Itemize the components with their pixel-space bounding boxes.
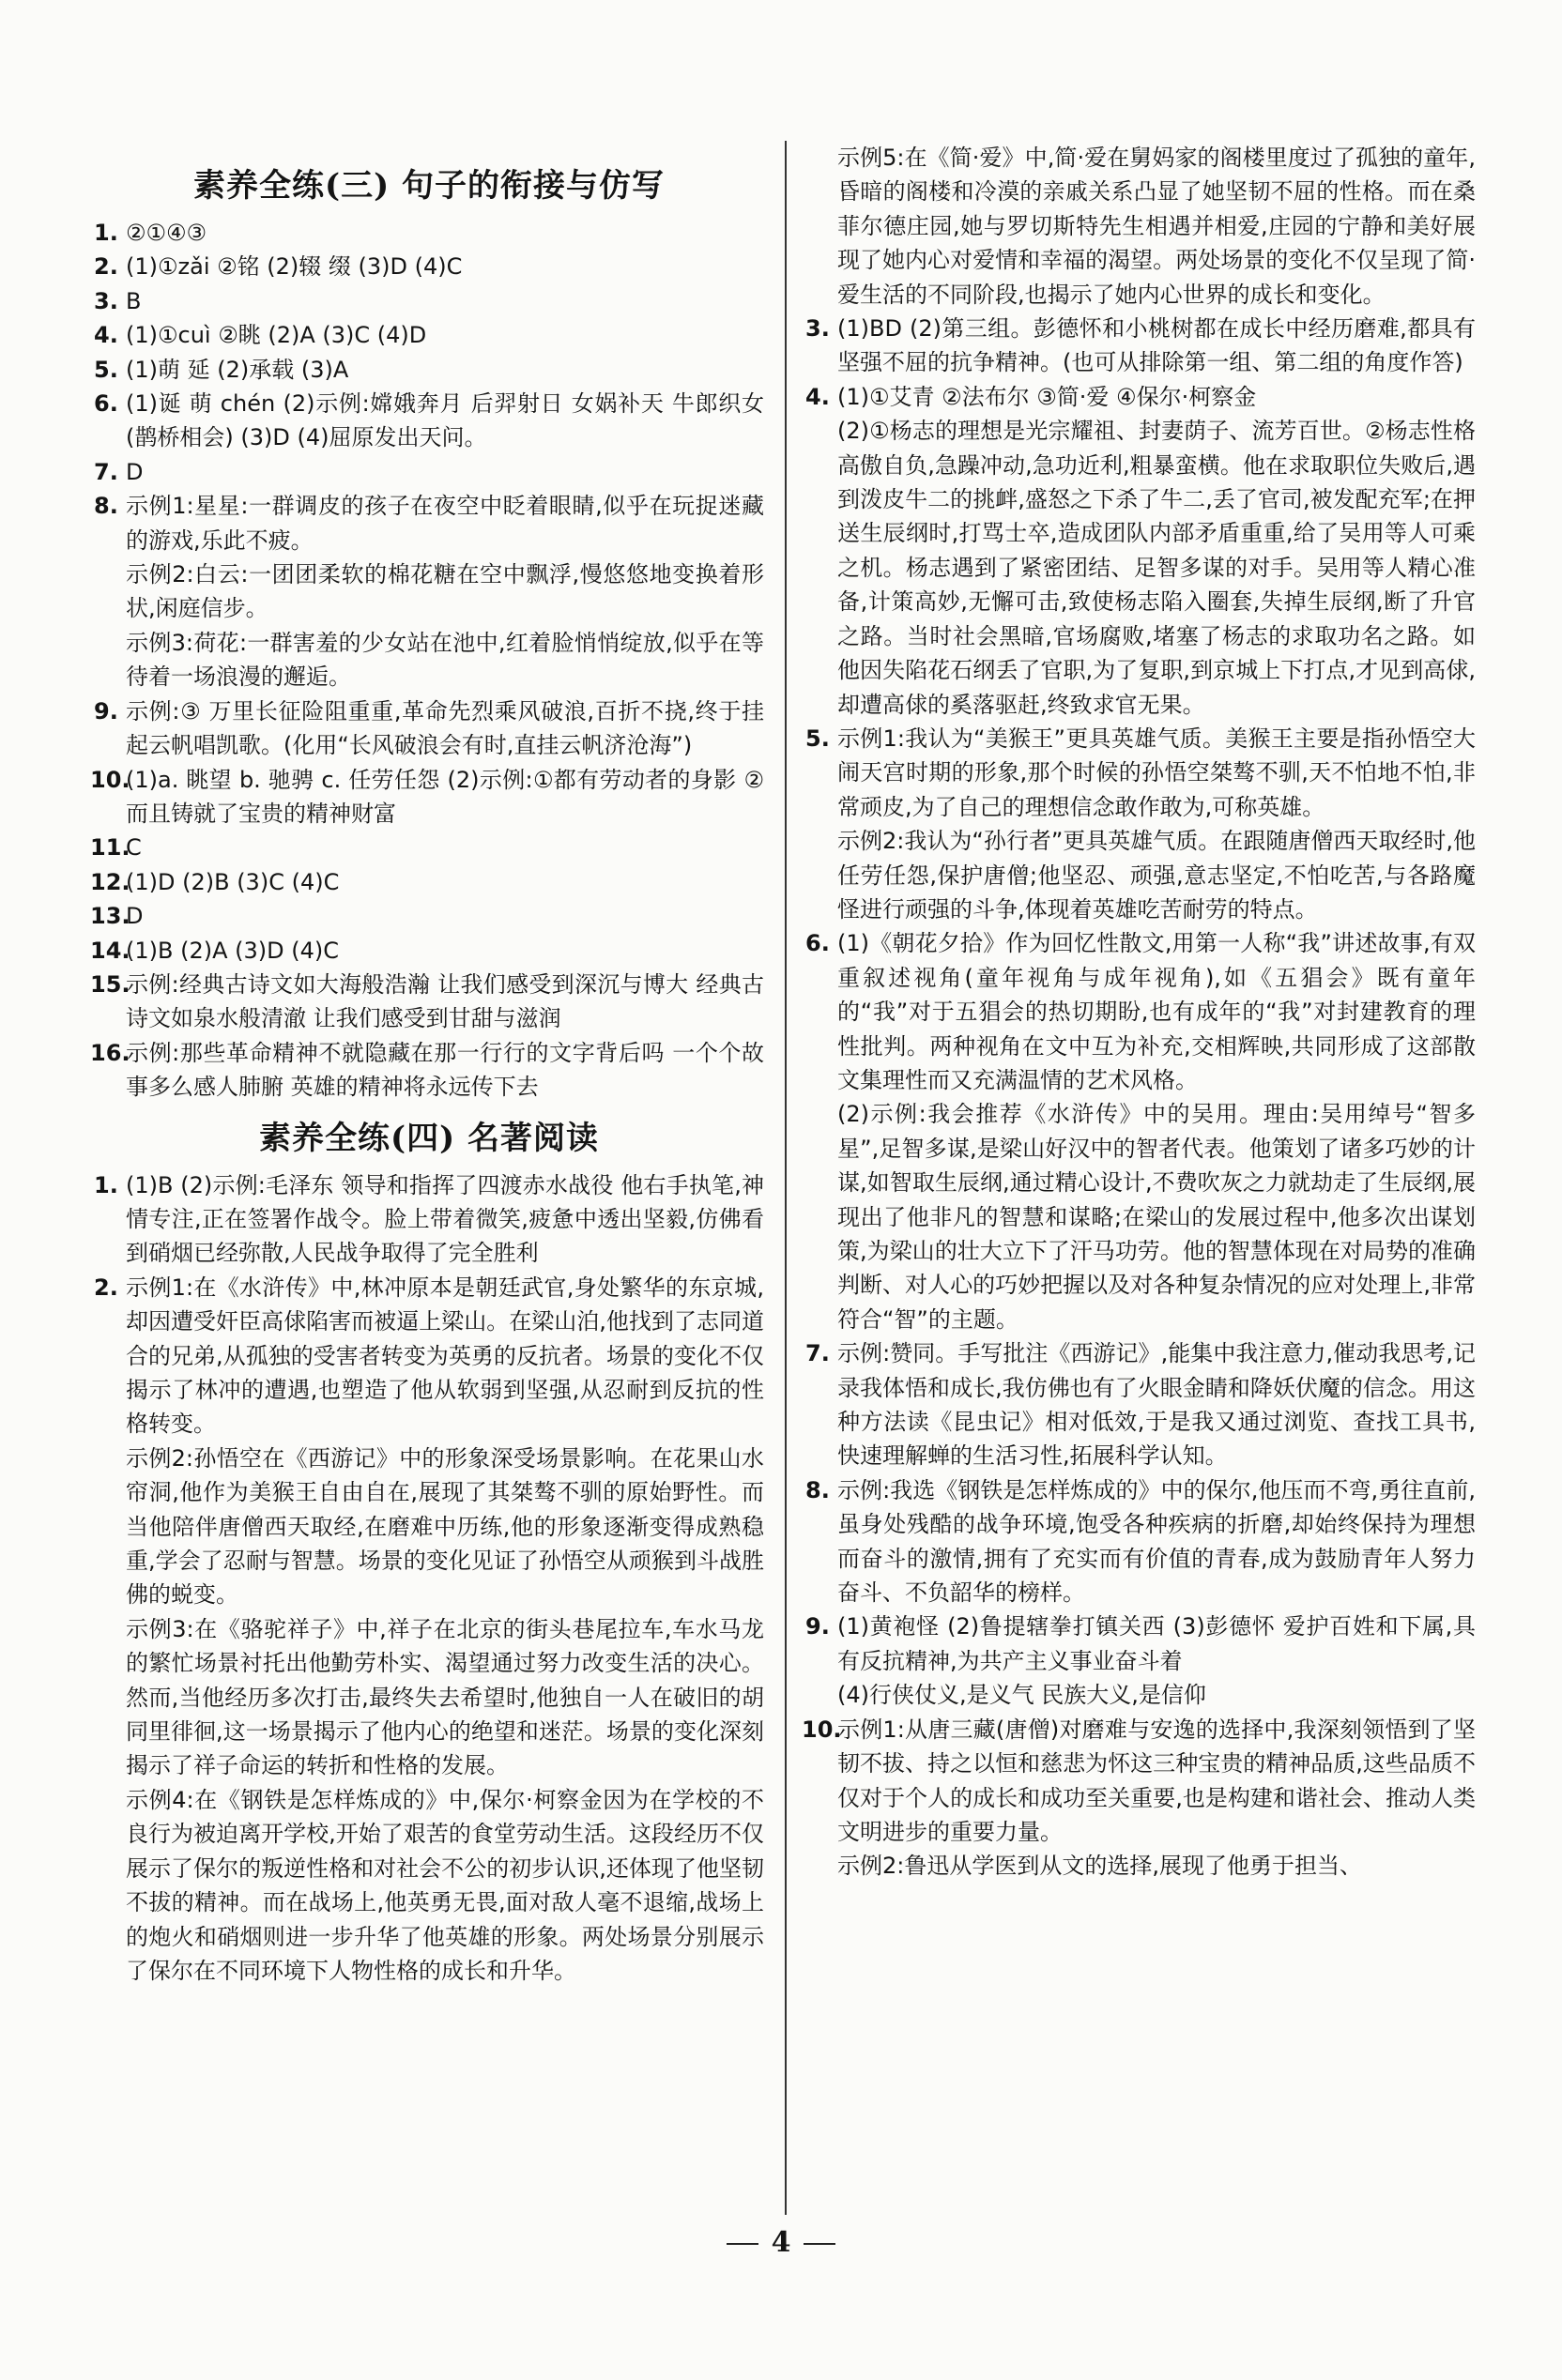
answer-text: ②①④③ — [126, 220, 207, 246]
answer-item — [94, 489, 764, 694]
section-title-4: 素养全练(四) 名著阅读 — [258, 1119, 599, 1157]
answer-item — [805, 312, 1476, 380]
answer-number: 8. — [805, 1476, 830, 1503]
answer-text: (4)行侠仗义,是义气 民族大义,是信仰 — [837, 1682, 1206, 1709]
answer-number: 10. — [802, 1716, 842, 1743]
answer-item — [90, 968, 764, 1036]
answer-number: 5. — [94, 356, 118, 383]
answer-number: 4. — [94, 322, 118, 349]
answer-number: 6. — [805, 930, 830, 957]
answer-number: 7. — [805, 1340, 830, 1367]
answer-item — [94, 318, 764, 352]
answer-text: (1)B (2)示例:毛泽东 领导和指挥了四渡赤水战役 他右手执笔,神情专注,正在签署作战令。脸上带着微笑,疲惫中透出坚毅,仿佛看到硝烟已经弥散,人民战争取得了完全胜利 — [126, 1171, 764, 1267]
answer-item — [805, 926, 1476, 1336]
answer-item — [94, 455, 764, 489]
answer-text: (1)BD (2)第三组。彭德怀和小桃树都在成长中经历磨难,都具有坚强不屈的抗争精神。(也可从排除第一组、第二组的角度作答) — [837, 315, 1476, 376]
answer-text: D — [126, 458, 144, 485]
answer-item — [90, 1036, 764, 1105]
answer-item — [805, 1336, 1476, 1473]
answer-text: B — [126, 287, 142, 314]
answer-item — [94, 250, 764, 283]
answer-number: 1. — [94, 1171, 118, 1198]
answer-item — [94, 1271, 764, 1989]
answer-text: (1)①cuì ②眺 (2)A (3)C (4)D — [126, 322, 427, 349]
answer-text: 示例2:鲁迅从学医到从文的选择,展现了他勇于担当、 — [837, 1853, 1362, 1880]
answer-text: 示例:那些革命精神不就隐藏在那一行行的文字背后吗 一个个故事多么感人肺腑 英雄的精神将永远传下去 — [126, 1039, 764, 1101]
answer-text: (1)萌 延 (2)承载 (3)A — [126, 356, 349, 383]
continued-text: 示例5:在《简·爱》中,简·爱在舅妈家的阁楼里度过了孤独的童年,昏暗的阁楼和冷漠的亲戚关系凸显了她坚韧不屈的性格。而在桑菲尔德庄园,她与罗切斯特先生相遇并相爱,庄园的宁静和美好展现了她内心对爱情和幸福的渴望。两处场景的变化不仅呈现了简·爱生活的不同阶段,也揭示了她内心世界的成长和变化。 — [837, 145, 1476, 308]
answer-text: (1)①艾青 ②法布尔 ③简·爱 ④保尔·柯察金 — [837, 383, 1257, 410]
answer-number: 3. — [805, 315, 830, 343]
answer-text: 示例:经典古诗文如大海般浩瀚 让我们感受到深沉与博大 经典古诗文如泉水般清澈 让我们感受到甘甜与滋润 — [126, 970, 764, 1032]
answer-number: 5. — [805, 725, 830, 752]
answer-item — [90, 899, 764, 933]
answer-item — [805, 1473, 1476, 1610]
answer-item — [94, 353, 764, 387]
answer-number: 10. — [90, 766, 130, 793]
answer-text: C — [126, 834, 142, 862]
answer-number: 7. — [94, 458, 118, 485]
footer-dash-left — [727, 2243, 758, 2245]
answer-text: 示例3:在《骆驼祥子》中,祥子在北京的街头巷尾拉车,车水马龙的繁忙场景衬托出他勤劳朴实、渴望通过努力改变生活的决心。然而,当他经历多次打击,最终失去希望时,他独自一人在破旧的胡同里徘徊,这一场景揭示了他内心的绝望和迷茫。场景的变化深刻揭示了祥子命运的转折和性格的发展。 — [126, 1615, 764, 1779]
answer-number: 15. — [90, 970, 130, 998]
answer-text: 示例:我选《钢铁是怎样炼成的》中的保尔,他压而不弯,勇往直前,虽身处残酷的战争环境,饱受各种疾病的折磨,却始终保持为理想而奋斗的激情,拥有了充实而有价值的青春,成为鼓励青年人努力奋斗、不负韶华的榜样。 — [837, 1476, 1476, 1607]
answer-item — [94, 694, 764, 763]
answer-number: 9. — [805, 1613, 830, 1640]
answer-text: (2)①杨志的理想是光宗耀祖、封妻荫子、流芳百世。②杨志性格高傲自负,急躁冲动,急功近利,粗暴蛮横。他在求取职位失败后,遇到泼皮牛二的挑衅,盛怒之下杀了牛二,丢了官司,被发配充军;在押送生辰纲时,打骂士卒,造成团队内部矛盾重重,给了吴用等人可乘之机。杨志遇到了紧密团结、足智多谋的对手。吴用等人精心准备,计策高妙,无懈可击,致使杨志陷入圈套,失掉生辰纲,断了升官之路。当时社会黑暗,官场腐败,堵塞了杨志的求取功名之路。如他因失陷花石纲丢了官职,为了复职,到京城上下打点,才见到高俅,却遭高俅的奚落驱赶,终致求官无果。 — [837, 418, 1476, 718]
answer-item — [90, 763, 764, 831]
answer-item — [94, 1168, 764, 1271]
answer-text: 示例2:我认为“孙行者”更具英雄气质。在跟随唐僧西天取经时,他任劳任怨,保护唐僧;他坚忍、顽强,意志坚定,不怕吃苦,与各路魔怪进行顽强的斗争,体现着英雄吃苦耐劳的特点。 — [837, 828, 1476, 923]
answer-number: 1. — [94, 220, 118, 246]
answer-item — [802, 1713, 1476, 1884]
answer-item — [90, 831, 764, 864]
answer-text: 示例1:从唐三藏(唐僧)对磨难与安逸的选择中,我深刻领悟到了坚韧不拔、持之以恒和慈悲为怀这三种宝贵的精神品质,这些品质不仅对于个人的成长和成功至关重要,也是构建和谐社会、推动人类文明进步的重要力量。 — [837, 1716, 1476, 1845]
answer-text: (1)①zǎi ②铭 (2)辍 缀 (3)D (4)C — [126, 253, 463, 281]
answer-text: 示例2:孙悟空在《西游记》中的形象深受场景影响。在花果山水帘洞,他作为美猴王自由自在,展现了其桀骜不驯的原始野性。而当他陪伴唐僧西天取经,在磨难中历练,他的形象逐渐变得成熟稳重,学会了忍耐与智慧。场景的变化见证了孙悟空从顽猴到斗战胜佛的蜕变。 — [126, 1444, 764, 1609]
footer-dash-right — [804, 2243, 835, 2245]
answer-number: 8. — [94, 493, 118, 520]
column-divider — [785, 141, 787, 2215]
answer-text: 示例:赞同。手写批注《西游记》,能集中我注意力,催动我思考,记录我体悟和成长,我仿佛也有了火眼金睛和降妖伏魔的信念。用这种方法读《昆虫记》相对低效,于是我又通过浏览、查找工具书,快速理解蝉的生活习性,拓展科学认知。 — [837, 1340, 1476, 1470]
answer-item — [805, 1610, 1476, 1712]
answer-text: (1)诞 萌 chén (2)示例:嫦娥奔月 后羿射日 女娲补天 牛郎织女(鹊桥相会) (3)D (4)屈原发出天问。 — [126, 390, 764, 451]
answer-number: 13. — [90, 903, 130, 930]
answer-text: 示例:③ 万里长征险阻重重,革命先烈乘风破浪,百折不挠,终于挂起云帆唱凯歌。(化用“长风破浪会有时,直挂云帆济沧海”) — [126, 697, 764, 759]
answer-number: 4. — [805, 383, 830, 410]
answer-text: (1)D (2)B (3)C (4)C — [126, 868, 340, 895]
answer-number: 14. — [90, 937, 130, 964]
answer-text: (1)a. 眺望 b. 驰骋 c. 任劳任怨 (2)示例:①都有劳动者的身影 ②而且铸就了宝贵的精神财富 — [126, 766, 764, 827]
answer-text: 示例1:在《水浒传》中,林冲原本是朝廷武官,身处繁华的东京城,却因遭受奸臣高俅陷害而被逼上梁山。在梁山泊,他找到了志同道合的兄弟,从孤独的受害者转变为英勇的反抗者。场景的变化不仅揭示了林冲的遭遇,也塑造了他从软弱到坚强,从忍耐到反抗的性格转变。 — [126, 1274, 764, 1438]
section-title-3: 素养全练(三) 句子的衔接与仿写 — [192, 167, 665, 205]
answer-item — [94, 387, 764, 455]
answer-text: 示例3:荷花:一群害羞的少女站在池中,红着脸悄悄绽放,似乎在等待着一场浪漫的邂逅。 — [126, 629, 764, 691]
answer-item — [90, 934, 764, 968]
right-column — [802, 141, 1476, 1884]
continued-example-5 — [805, 141, 1476, 312]
answer-text: (1)黄袍怪 (2)鲁提辖拳打镇关西 (3)彭德怀 爱护百姓和下属,具有反抗精神,为共产主义事业奋斗着 — [837, 1613, 1476, 1674]
answer-item — [94, 284, 764, 318]
answer-item — [805, 722, 1476, 926]
answer-text: (2)示例:我会推荐《水浒传》中的吴用。理由:吴用绰号“智多星”,足智多谋,是梁山好汉中的智者代表。他策划了诸多巧妙的计谋,如智取生辰纲,通过精心设计,不费吹灰之力就劫走了生辰纲,展现出了他非凡的智慧和谋略;在梁山的发展过程中,他多次出谋划策,为梁山的壮大立下了汗马功劳。他的智慧体现在对局势的准确判断、对人心的巧妙把握以及对各种复杂情况的应对处理上,非常符合“智”的主题。 — [837, 1101, 1476, 1333]
answer-item — [94, 216, 764, 250]
answer-text: 示例4:在《钢铁是怎样炼成的》中,保尔·柯察金因为在学校的不良行为被迫离开学校,开始了艰苦的食堂劳动生活。这段经历不仅展示了保尔的叛逆性格和对社会不公的初步认识,还体现了他坚韧不拔的精神。而在战场上,他英勇无畏,面对敌人毫不退缩,战场上的炮火和硝烟则进一步升华了他英雄的形象。两处场景分别展示了保尔在不同环境下人物性格的成长和升华。 — [126, 1786, 764, 1984]
page-footer — [0, 2226, 1562, 2259]
section-3-answers — [90, 216, 764, 1105]
answer-number: 3. — [94, 287, 118, 314]
answer-item — [90, 865, 764, 899]
left-column — [90, 148, 764, 1988]
answer-number: 11. — [90, 834, 130, 862]
answer-text: 示例1:星星:一群调皮的孩子在夜空中眨着眼睛,似乎在玩捉迷藏的游戏,乐此不疲。 — [126, 493, 764, 554]
answer-number: 9. — [94, 697, 118, 725]
answer-text: (1)B (2)A (3)D (4)C — [126, 937, 339, 964]
answer-number: 6. — [94, 390, 118, 418]
right-answers — [802, 312, 1476, 1884]
answer-text: 示例2:白云:一团团柔软的棉花糖在空中飘浮,慢悠悠地变换着形状,闲庭信步。 — [126, 561, 764, 622]
answer-text: (1)《朝花夕拾》作为回忆性散文,用第一人称“我”讲述故事,有双重叙述视角(童年视角与成年视角),如《五猖会》既有童年的“我”对于五猖会的热切期盼,也有成年的“我”对封建教育的理性批判。两种视角在文中互为补充,交相辉映,共同形成了这部散文集理性而又充满温情的艺术风格。 — [837, 930, 1476, 1093]
answer-text: 示例1:我认为“美猴王”更具英雄气质。美猴王主要是指孙悟空大闹天宫时期的形象,那个时候的孙悟空桀骜不驯,天不怕地不怕,非常顽皮,为了自己的理想信念敢作敢为,可称英雄。 — [837, 725, 1476, 820]
answer-item — [805, 380, 1476, 722]
answer-number: 2. — [94, 1274, 118, 1301]
answer-number: 2. — [94, 253, 118, 281]
answer-text: D — [126, 903, 144, 930]
section-4-answers — [94, 1168, 764, 1989]
answer-number: 12. — [90, 868, 130, 895]
answer-number: 16. — [90, 1039, 130, 1066]
page-number: 4 — [771, 2226, 791, 2259]
